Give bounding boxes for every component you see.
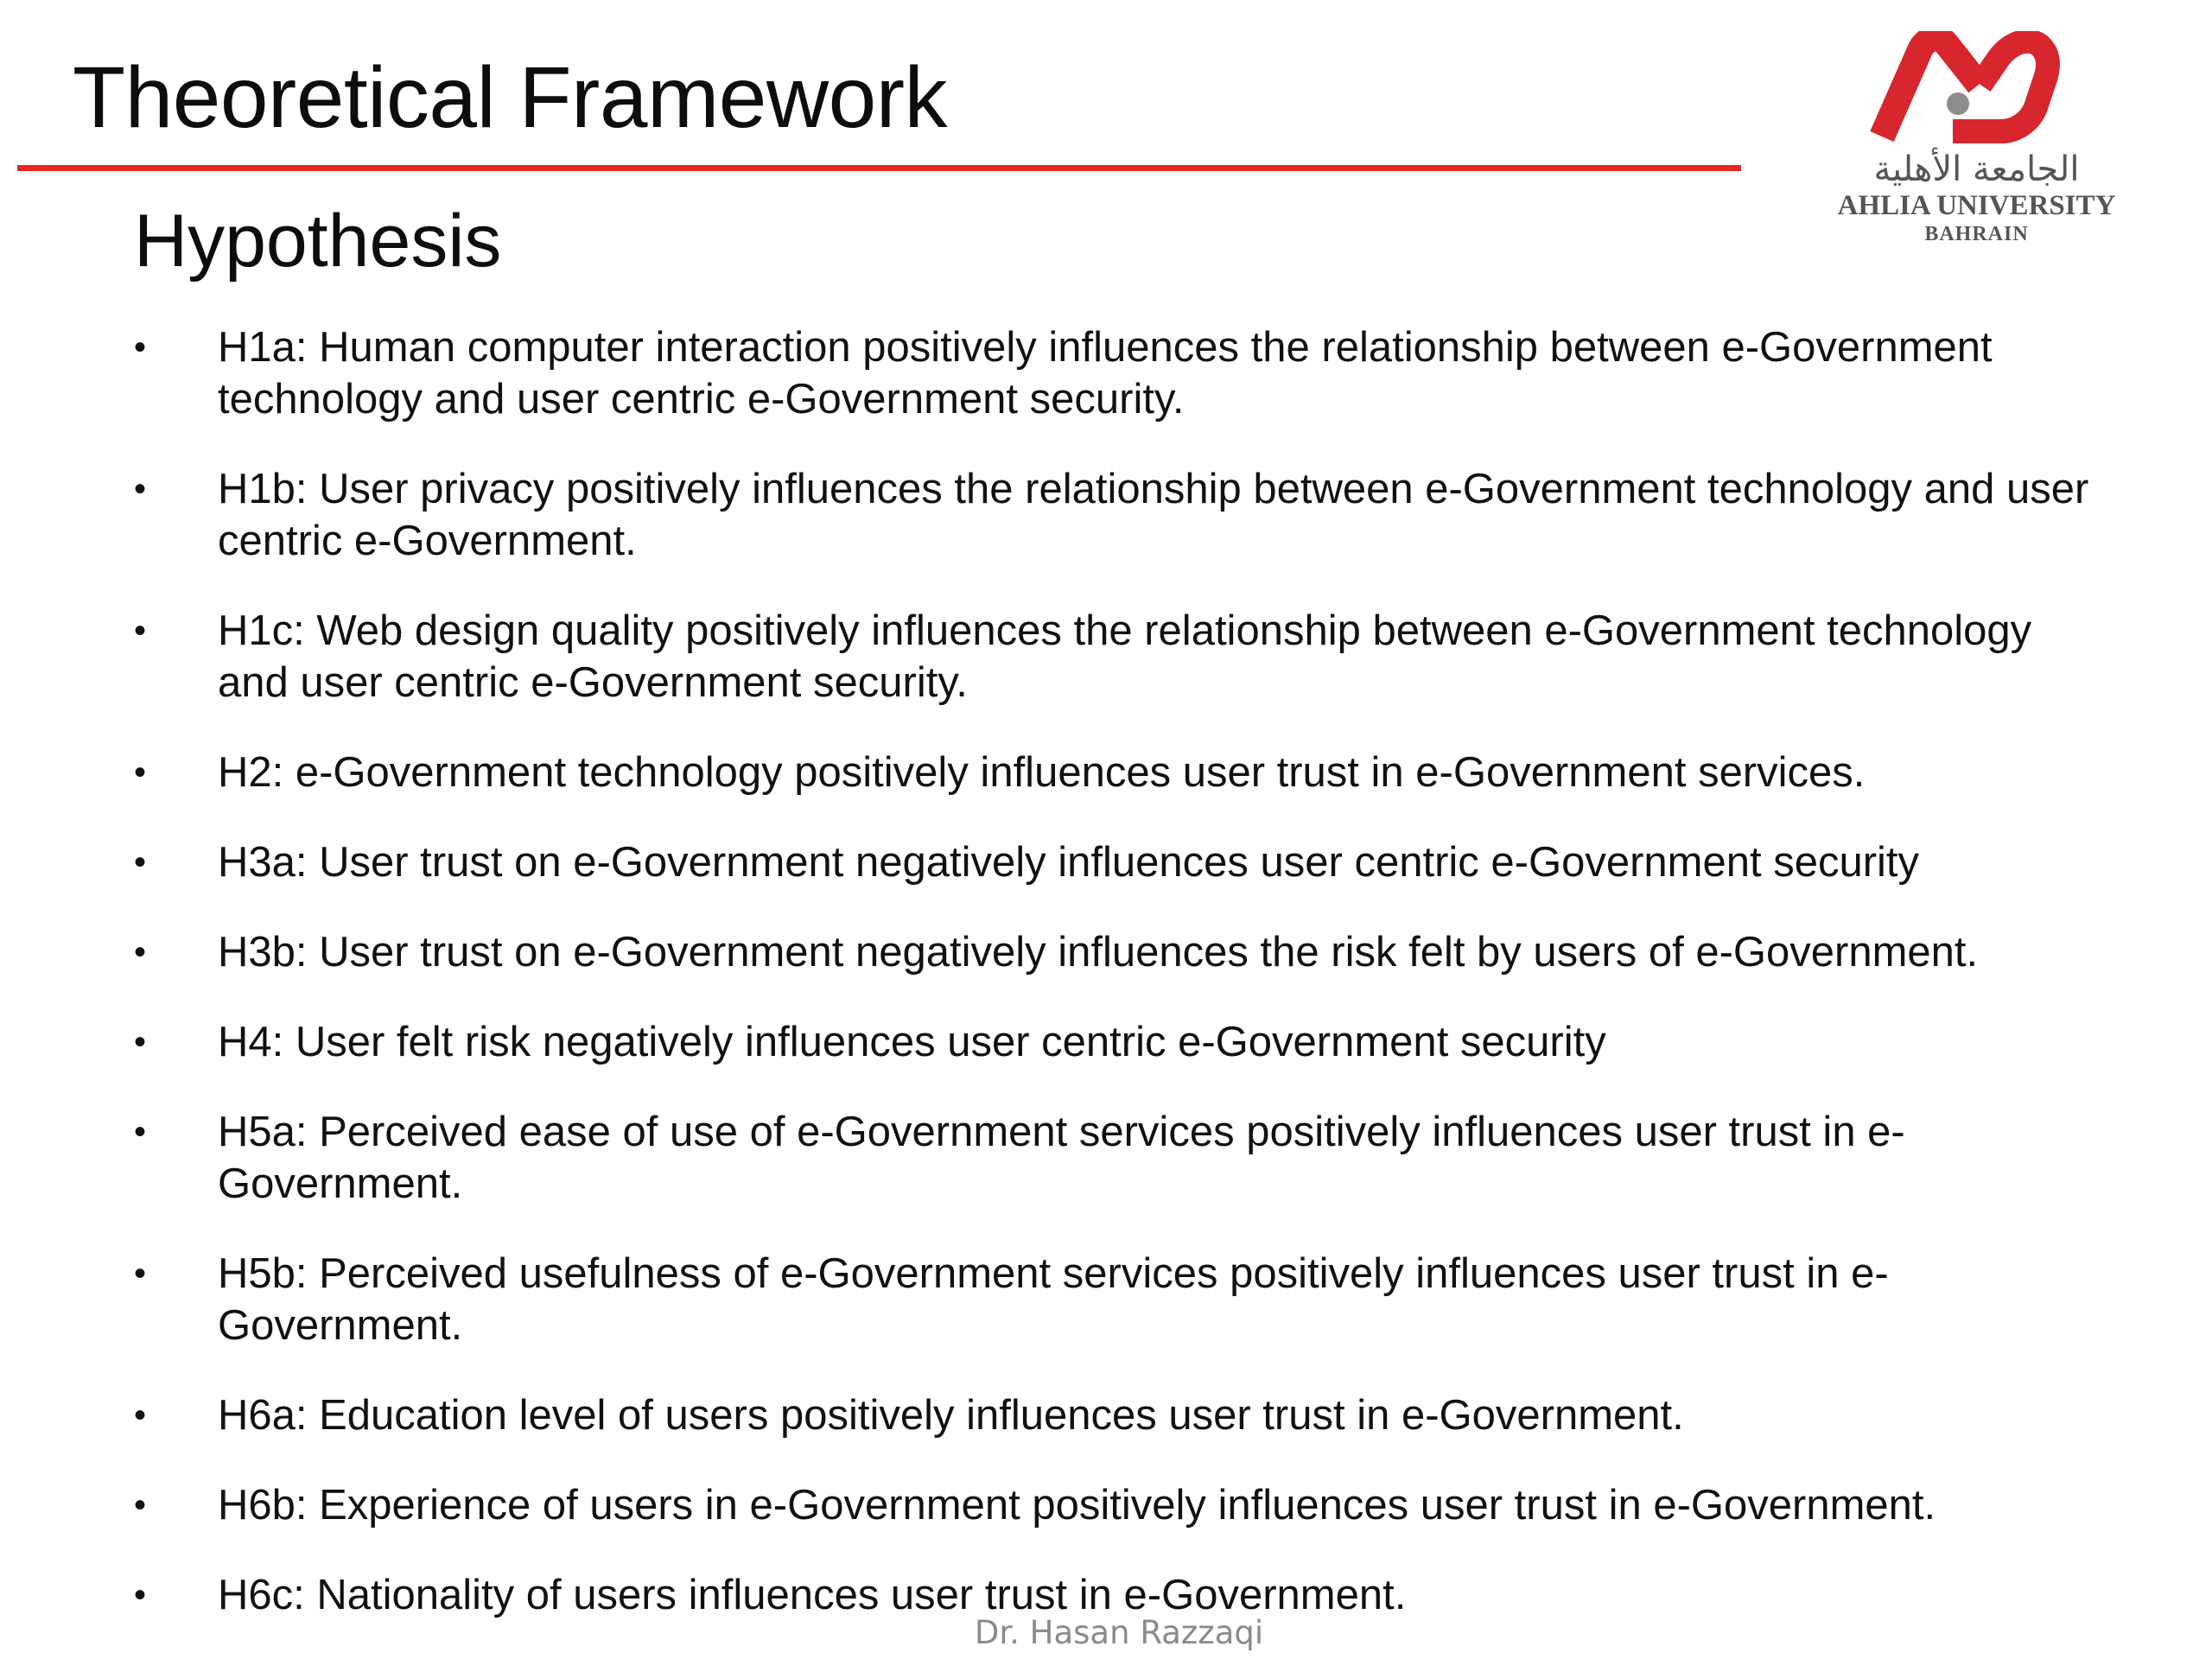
- hypothesis-text: H3a: User trust on e-Government negatively influences user centric e-Government security: [218, 839, 1920, 886]
- hypothesis-item-h3a: [134, 836, 2113, 888]
- bullet-icon: •: [134, 1396, 147, 1434]
- title-underline: [17, 165, 1741, 171]
- bullet-icon: •: [134, 1576, 147, 1614]
- slide-footer: Dr. Hasan Razzaqi: [974, 1614, 1264, 1651]
- ahlia-logo-mark-icon: [1823, 31, 2130, 143]
- bullet-icon: •: [134, 612, 147, 650]
- hypothesis-text: H1b: User privacy positively influences the relationship between e-Government technology and user centric e-Government.: [218, 466, 2089, 564]
- bullet-icon: •: [134, 843, 147, 881]
- bullet-icon: •: [134, 328, 147, 366]
- hypothesis-item-h6b: [134, 1479, 2113, 1531]
- hypothesis-text: H3b: User trust on e-Government negatively influences the risk felt by users of e-Government.: [218, 929, 1979, 976]
- hypothesis-text: H2: e-Government technology positively influences user trust in e-Government services.: [218, 749, 1866, 796]
- bullet-icon: •: [134, 1255, 147, 1293]
- university-logo: [1823, 31, 2130, 256]
- hypothesis-item-h5b: [134, 1248, 2113, 1351]
- hypothesis-text: H1a: Human computer interaction positively influences the relationship between e-Government technology and user centric e-Government security.: [218, 324, 1993, 423]
- slide-title: Theoretical Framework: [73, 49, 948, 146]
- hypothesis-item-h4: [134, 1016, 2113, 1068]
- hypothesis-text: H5a: Perceived ease of use of e-Government services positively influences user trust in e-Government.: [218, 1109, 1905, 1207]
- hypothesis-item-h1b: [134, 463, 2113, 567]
- logo-country: BAHRAIN: [1924, 223, 2029, 245]
- hypothesis-text: H6a: Education level of users positively influences user trust in e-Government.: [218, 1392, 1684, 1439]
- hypothesis-text: H6c: Nationality of users influences user trust in e-Government.: [218, 1572, 1407, 1618]
- bullet-icon: •: [134, 1023, 147, 1061]
- hypothesis-text: H1c: Web design quality positively influences the relationship between e-Government technology and user centric e-Government security.: [218, 607, 2032, 706]
- bullet-icon: •: [134, 1486, 147, 1524]
- hypothesis-item-h1c: [134, 605, 2113, 709]
- bullet-icon: •: [134, 1113, 147, 1151]
- hypothesis-item-h2: [134, 747, 2113, 798]
- hypothesis-list: [134, 321, 2113, 1659]
- hypothesis-item-h6a: [134, 1389, 2113, 1441]
- bullet-icon: •: [134, 470, 147, 508]
- section-heading: Hypothesis: [134, 200, 502, 283]
- hypothesis-text: H5b: Perceived usefulness of e-Government services positively influences user trust in e-Government.: [218, 1250, 1889, 1349]
- hypothesis-item-h5a: [134, 1106, 2113, 1210]
- hypothesis-text: H6b: Experience of users in e-Government positively influences user trust in e-Government.: [218, 1482, 1936, 1529]
- bullet-icon: •: [134, 753, 147, 791]
- hypothesis-item-h6c: [134, 1569, 2113, 1621]
- logo-arabic-name: الجامعة الأهلية: [1873, 149, 2080, 189]
- logo-university-name: AHLIA UNIVERSITY: [1837, 190, 2116, 221]
- hypothesis-text: H4: User felt risk negatively influences user centric e-Government security: [218, 1019, 1606, 1065]
- hypothesis-item-h1a: [134, 321, 2113, 425]
- hypothesis-item-h3b: [134, 926, 2113, 978]
- bullet-icon: •: [134, 933, 147, 971]
